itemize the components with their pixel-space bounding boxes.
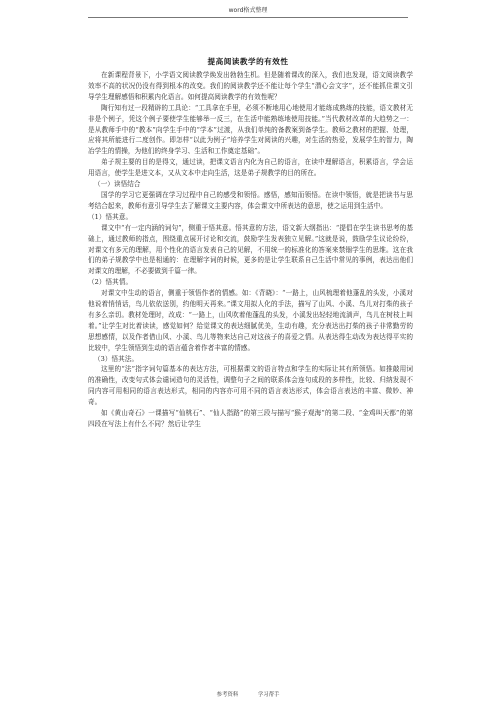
paragraph-meaning: 课文中“有一定内涵的词句”，侧重于悟其意。悟其意的方法，语文新大纲指出：“提倡在学生读书思考的基础上，通过教师的指点，围绕重点展开讨论和交流，鼓励学生发表独立见解。”这就是说，鼓励学生议论纷纷，对课文有多元的理解，用个性化的语言发表自己的见解，不用统一的标准化的答案来禁锢学生的思维。这在我们的弟子规教学中也是相通的：在理解字词的时候，更多的是让学生联系自己生活中常见的事例，表达出他们对课文的理解，不必要做到千篇一律。 xyxy=(88,223,413,276)
paragraph-huangshan: 如《黄山奇石》一课描写“仙桃石”、“仙人指路”的第三段与描写“猴子观海”的第二段、“金鸡叫天都”的第四段在写法上有什么不同？然后让学生 xyxy=(88,409,413,428)
subheading-method: （3）悟其法。 xyxy=(94,354,139,363)
paragraph-emotion: 对课文中生动的语言，侧重于领悟作者的情感。如：《背晓》：“一路上，山风梳理着他蓬乱的头发，小溪对他说着悄悄话，鸟儿依依送别，约他明天再来。”课文用拟人化的手法，描写了山风、小溪、鸟儿对打柴的孩子有多么亲切。教材处理时，改成：“一路上，山风吹着他蓬乱的头发，小溪发出轻轻地流淌声，鸟儿在树枝上叫着。”让学生对比着读读，感觉如何？给觉课文的表达细腻优美，生动有趣，充分表达出打柴的孩子非常勤劳的思想感情，以及作者借山风、小溪、鸟儿等物来达自己对这孩子的喜爱之情。从表达得生动改为表达得平实的比较中，学生领悟到生动的语言蕴含着作者丰富的情感。 xyxy=(88,289,413,352)
page-header xyxy=(88,6,408,18)
header-text: word格式整理 xyxy=(228,7,268,14)
paragraph-reading-insight: 国学的学习它更强调在学习过程中自己的感受和领悟。感悟，感知而领悟。在读中领悟，就是把读书与思考结合起来，教师有意引导学生去了解课文主要内容，体会课文中所表达的意思，使之运用到生活中。 xyxy=(88,190,413,210)
footer-left: 参考资料 xyxy=(216,692,239,698)
paragraph-dizigui-purpose: 弟子规主要的目的是得文，通过读，把课文语言内化为自己的语言，在读中理解语言，积累语言，学会运用语言，使学生是进文本，又从文本中走向生活，这是弟子规教学的目的所在。 xyxy=(88,158,413,178)
document-title: 提高阅读教学的有效性 xyxy=(207,57,289,66)
subheading-meaning: （1）悟其意。 xyxy=(88,212,133,221)
paragraph-intro: 在新课程背景下，小学语文阅读教学焕发出勃勃生机。但是随着课改的深入，我们也发现，语文阅读教学效率不高的状况仍没有得到根本的改变。我们的阅读教学还不能让每个学生“潜心会文字”，还不能抓住课文引导学生理解感悟和积累内化语言。如何提高阅读教学的有效性呢？ xyxy=(88,71,413,101)
section-heading-1: （一）读悟结合 xyxy=(94,180,141,189)
subheading-emotion: （2）悟其情。 xyxy=(88,278,133,287)
document-body xyxy=(88,70,413,430)
paragraph-tao-xingzhi: 陶行知有过一段精辟的工具论：“工具拿在手里，必须不断地用心地使用才能练成熟练的技能，语文教材无非是个例子，凭这个例子要使学生能够举一反三，在生活中能熟练地使用技能。”当代教材改革的大趋势之一：是从教师手中的“教本”向学生手中的“学本”过渡，从我们单纯的备教案到备学生。教师之教材的把握、处理，应将其所能进行二度创作。即怎样“以此为例子”培养学生对阅读的兴趣，对生活的热爱，发展学生的智力，陶冶学生的情操，为他们的终身学习、生活和工作奠定基础”。 xyxy=(88,103,413,156)
footer-right: 学习帮手 xyxy=(257,692,280,698)
page-footer xyxy=(0,690,496,698)
paragraph-method: 这里的“法”指字词句篇基本的表达方法，可根据课文的语言特点和学生的实际让其有所领悟。如推敲用词的准确性，改变句式体会谴词造句的灵活性，调整句子之间的联系体会连句成段的多样性，比较、归纳发现不同内容可用相同的语言表达形式，相同的内容亦可用不同的语言表达形式，体会语言表达的丰富、微妙、神奇。 xyxy=(88,365,413,407)
